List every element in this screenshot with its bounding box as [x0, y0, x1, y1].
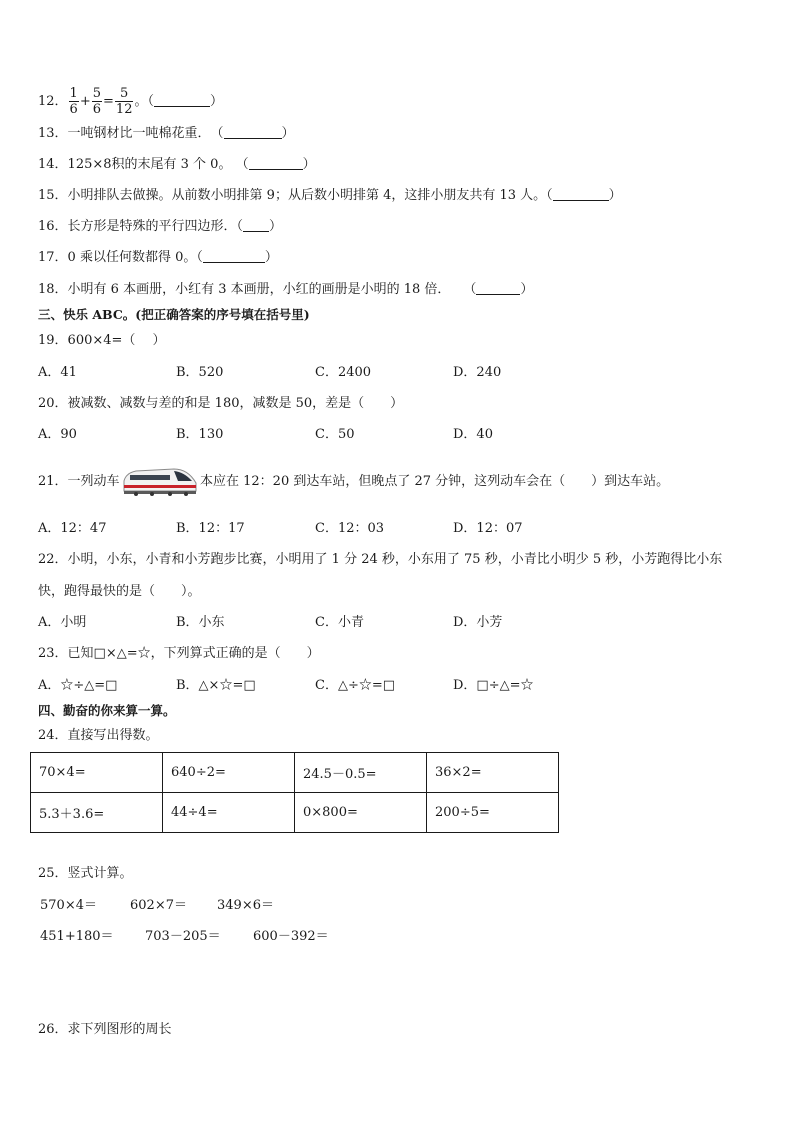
- q20-option-d[interactable]: D．40: [453, 427, 493, 442]
- question-12: 12． $\frac{1}{6}$ + $\frac{5}{6}$ = $\frac{5}{12}$ 。（ ）: [38, 86, 223, 117]
- answer-blank[interactable]: [249, 157, 303, 170]
- question-22-line-2: 快，跑得最快的是（ ）。: [38, 584, 201, 599]
- q21-option-b[interactable]: B．12：17: [176, 521, 245, 536]
- fraction-five-twelfths: $\frac{5}{12}$: [115, 86, 133, 117]
- question-19: 19．600×4=（ ）: [38, 333, 166, 348]
- question-13: 13．一吨钢材比一吨棉花重． （ ）: [38, 126, 295, 141]
- q25-expr-3: 349×6＝: [217, 898, 274, 913]
- equals-sign: =: [103, 94, 114, 109]
- q22-option-b[interactable]: B．小东: [176, 615, 225, 630]
- q25-expr-2: 602×7＝: [130, 898, 187, 913]
- q19-option-a[interactable]: A．41: [38, 365, 77, 380]
- q19-option-b[interactable]: B．520: [176, 365, 224, 380]
- q25-expr-1: 570×4＝: [40, 898, 97, 913]
- q21-option-c[interactable]: C．12：03: [315, 521, 385, 536]
- q25-expr-5: 703－205＝: [145, 929, 221, 944]
- question-22-line-1: 22．小明，小东，小青和小芳跑步比赛，小明用了 1 分 24 秒，小东用了 75 秒，小青比小明少 5 秒，小芳跑得比小东: [38, 552, 723, 567]
- q25-expr-4: 451+180＝: [40, 929, 114, 944]
- q20-option-c[interactable]: C．50: [315, 427, 355, 442]
- question-23: 23．已知□×△=☆，下列算式正确的是（ ）: [38, 646, 320, 661]
- q21-option-d[interactable]: D．12：07: [453, 521, 523, 536]
- question-15: 15．小明排队去做操。从前数小明排第 9；从后数小明排第 4，这排小朋友共有 13 人。（ ）: [38, 188, 622, 203]
- bullet-train-image: [122, 463, 198, 497]
- table-cell[interactable]: 0×800=: [295, 793, 427, 833]
- answer-blank[interactable]: [243, 219, 269, 232]
- question-25: 25．竖式计算。: [38, 866, 133, 881]
- q23-option-b[interactable]: B．△×☆=□: [176, 678, 256, 693]
- q22-option-a[interactable]: A．小明: [38, 615, 87, 630]
- plus-sign: +: [79, 94, 91, 109]
- question-14: 14．125×8积的末尾有 3 个 0。 （ ）: [38, 157, 316, 172]
- q12-number: 12．: [38, 94, 68, 109]
- q21-option-a[interactable]: A．12：47: [38, 521, 107, 536]
- answer-blank[interactable]: [154, 94, 210, 107]
- answer-blank[interactable]: [476, 282, 520, 295]
- q19-option-d[interactable]: D．240: [453, 365, 502, 380]
- table-cell[interactable]: 640÷2=: [163, 753, 295, 793]
- q22-option-c[interactable]: C．小青: [315, 615, 364, 630]
- section-4-heading: 四、勤奋的你来算一算。: [38, 703, 176, 718]
- table-cell[interactable]: 5.3＋3.6=: [31, 793, 163, 833]
- table-cell[interactable]: 24.5－0.5=: [295, 753, 427, 793]
- table-row: [31, 793, 559, 833]
- q23-option-a[interactable]: A．☆÷△=□: [38, 678, 118, 693]
- question-20: 20．被减数、减数与差的和是 180，减数是 50，差是（ ）: [38, 396, 404, 411]
- fraction-five-sixths: $\frac{5}{6}$: [92, 86, 102, 117]
- q25-expr-6: 600－392＝: [253, 929, 329, 944]
- q23-option-c[interactable]: C．△÷☆=□: [315, 678, 396, 693]
- q23-option-d[interactable]: D．□÷△=☆: [453, 678, 534, 693]
- table-cell[interactable]: 70×4=: [31, 753, 163, 793]
- question-21-suffix: 本应在 12：20 到达车站，但晚点了 27 分钟，这列动车会在（ ）到达车站。: [200, 474, 670, 489]
- q12-tail: 。（: [134, 94, 154, 109]
- table-cell[interactable]: 200÷5=: [427, 793, 559, 833]
- question-26: 26．求下列图形的周长: [38, 1022, 172, 1037]
- question-21-prefix: 21．一列动车: [38, 474, 120, 489]
- section-3-heading: 三、快乐 ABC。(把正确答案的序号填在括号里): [38, 307, 310, 322]
- answer-blank[interactable]: [224, 126, 282, 139]
- fraction-one-sixth: $\frac{1}{6}$: [69, 86, 78, 117]
- mental-math-table: [30, 752, 559, 833]
- q20-option-a[interactable]: A．90: [38, 427, 77, 442]
- q19-option-c[interactable]: C．2400: [315, 365, 372, 380]
- table-cell[interactable]: 36×2=: [427, 753, 559, 793]
- q20-option-b[interactable]: B．130: [176, 427, 224, 442]
- table-cell[interactable]: 44÷4=: [163, 793, 295, 833]
- question-16: 16．长方形是特殊的平行四边形．（ ）: [38, 219, 283, 234]
- answer-blank[interactable]: [203, 250, 265, 263]
- question-24: 24．直接写出得数。: [38, 728, 159, 743]
- q22-option-d[interactable]: D．小芳: [453, 615, 503, 630]
- question-17: 17．0 乘以任何数都得 0。（ ）: [38, 250, 278, 265]
- answer-blank[interactable]: [553, 188, 609, 201]
- question-18: 18．小明有 6 本画册，小红有 3 本画册，小红的画册是小明的 18 倍． （ ）: [38, 282, 534, 297]
- table-row: [31, 753, 559, 793]
